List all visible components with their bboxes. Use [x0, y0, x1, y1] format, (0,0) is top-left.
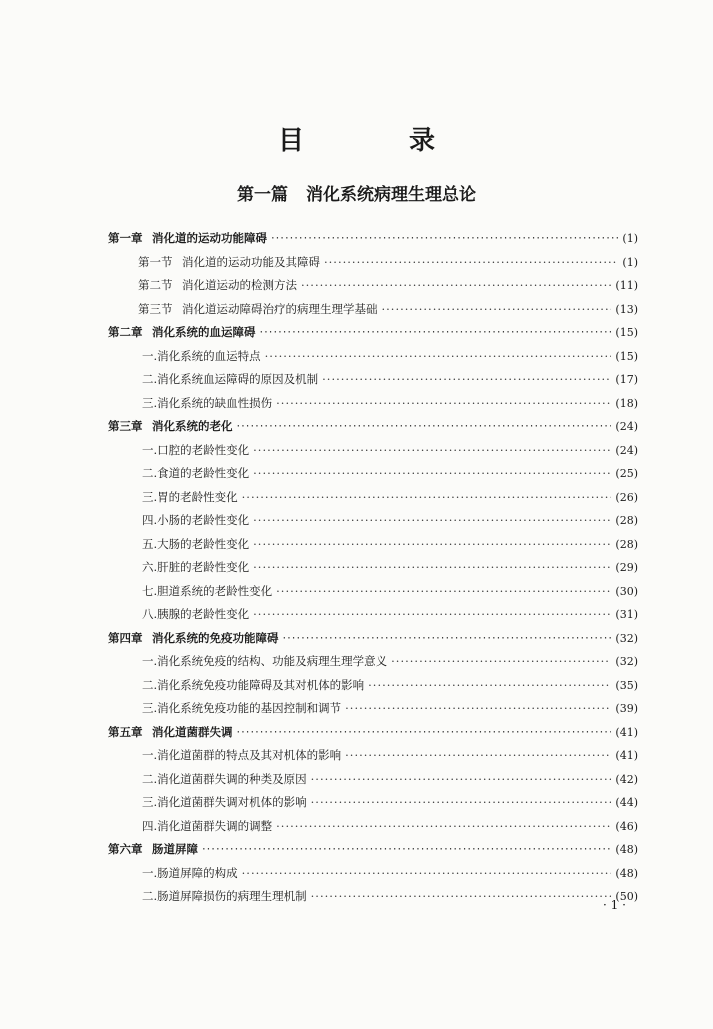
dot-leader	[242, 490, 612, 504]
toc-entry-title: 二.消化系统免疫功能障碍及其对机体的影响	[142, 677, 365, 692]
toc-page-number: (15)	[615, 349, 638, 363]
toc-entry-title: 消化系统的免疫功能障碍	[152, 630, 279, 645]
toc-page-number: (39)	[615, 702, 638, 715]
toc-entry-number: 第三章	[108, 419, 143, 433]
toc-entry-title: 四.小肠的老龄性变化	[142, 513, 250, 527]
toc-page-number: (32)	[615, 655, 638, 668]
toc-entry-row	[108, 747, 638, 771]
toc-entry-row	[108, 277, 638, 301]
toc-entry-row	[108, 442, 638, 466]
toc-page-number: (48)	[615, 843, 638, 856]
toc-entry-row	[108, 700, 638, 724]
toc-page-number: (26)	[615, 490, 638, 504]
toc-page-number: (15)	[615, 326, 638, 339]
toc-entry-row	[108, 254, 638, 278]
toc-chapter-row	[108, 230, 638, 254]
toc-entry-title: 消化道运动障碍治疗的病理生理学基础	[182, 301, 378, 316]
toc-entry-title: 消化系统的老化	[152, 419, 233, 433]
toc-entry-number: 第一节	[138, 254, 173, 269]
part-label: 第一篇	[237, 185, 288, 205]
toc-entry-row	[108, 865, 638, 889]
dot-leader	[276, 584, 611, 598]
toc-page-number: (42)	[615, 772, 638, 786]
dot-leader	[322, 372, 611, 386]
toc-chapter-row	[108, 418, 638, 442]
toc-entry-title: 一.消化道菌群的特点及其对机体的影响	[142, 748, 342, 762]
toc-entry-row	[108, 818, 638, 842]
toc-entry-number: 第五章	[108, 724, 143, 739]
dot-leader	[253, 466, 611, 480]
toc-page-number: (41)	[615, 725, 638, 739]
toc-entry-row	[108, 536, 638, 560]
dot-leader	[345, 748, 611, 762]
toc-entry-title: 四.消化道菌群失调的调整	[142, 818, 273, 833]
toc-entry-number: 第四章	[108, 630, 143, 645]
toc-entry-title: 消化道运动的检测方法	[182, 278, 297, 292]
toc-entry-row	[108, 888, 638, 912]
toc-page-number: (32)	[615, 631, 638, 645]
part-name: 消化系统病理生理总论	[306, 185, 476, 205]
toc-page-number: (48)	[615, 866, 638, 880]
toc-entry-title: 二.消化道菌群失调的种类及原因	[142, 771, 307, 786]
toc-entry-row	[108, 489, 638, 513]
dot-leader	[202, 842, 611, 856]
dot-leader	[391, 654, 611, 668]
dot-leader	[253, 537, 611, 551]
toc-page-number: (28)	[615, 514, 638, 527]
toc-entry-title: 肠道屏障	[152, 842, 198, 856]
toc-entry-title: 消化道的运动功能障碍	[152, 231, 267, 245]
toc-entry-row	[108, 465, 638, 489]
dot-leader	[237, 419, 612, 433]
toc-entry-title: 二.肠道屏障损伤的病理生理机制	[142, 889, 307, 903]
toc-entry-title: 八.胰腺的老龄性变化	[142, 607, 250, 621]
dot-leader	[260, 325, 612, 339]
toc-entry-row	[108, 348, 638, 372]
page-title: 目 录	[277, 126, 484, 156]
toc-entry-title: 二.食道的老龄性变化	[142, 466, 250, 480]
toc-entry-title: 三.胃的老龄性变化	[142, 489, 238, 504]
dot-leader	[311, 889, 612, 903]
toc-entry-title: 二.消化系统血运障碍的原因及机制	[142, 372, 319, 386]
toc-entry-number: 第二节	[138, 278, 173, 292]
dot-leader	[265, 349, 612, 363]
toc-page-number: (41)	[615, 749, 638, 762]
toc-entry-title: 一.口腔的老龄性变化	[142, 442, 250, 457]
toc-entry-row	[108, 794, 638, 818]
dot-leader	[276, 819, 611, 833]
toc-page-number: (24)	[615, 420, 638, 433]
part-heading	[0, 180, 713, 205]
toc-entry-number: 第二章	[108, 325, 143, 339]
dot-leader	[382, 302, 612, 316]
dot-leader	[253, 560, 611, 574]
toc-entry-row	[108, 395, 638, 419]
toc-entry-number: 第一章	[108, 231, 143, 245]
dot-leader	[368, 678, 611, 692]
toc-entry-title: 消化道的运动功能及其障碍	[182, 254, 320, 269]
toc-page-number: (35)	[615, 678, 638, 692]
table-of-contents	[108, 230, 638, 912]
toc-entry-title: 三.消化道菌群失调对机体的影响	[142, 795, 307, 809]
toc-chapter-row	[108, 841, 638, 865]
toc-entry-title: 消化系统的血运障碍	[152, 325, 256, 339]
dot-leader	[253, 513, 611, 527]
dot-leader	[283, 631, 612, 645]
toc-page-number: (28)	[615, 537, 638, 551]
toc-page-number: (46)	[615, 819, 638, 833]
toc-entry-title: 一.消化系统免疫的结构、功能及病理生理学意义	[142, 654, 388, 668]
toc-entry-title: 三.消化系统的缺血性损伤	[142, 395, 273, 410]
dot-leader	[253, 443, 611, 457]
page-number: · 1 ·	[603, 898, 626, 912]
toc-page-number: (24)	[615, 443, 638, 457]
toc-page-number: (44)	[615, 796, 638, 809]
toc-entry-title: 一.肠道屏障的构成	[142, 865, 238, 880]
dot-leader	[301, 278, 611, 292]
toc-chapter-row	[108, 324, 638, 348]
toc-entry-row	[108, 512, 638, 536]
toc-page-number: (1)	[622, 255, 638, 269]
toc-entry-number: 第六章	[108, 842, 143, 856]
toc-chapter-row	[108, 724, 638, 748]
toc-page-number: (18)	[615, 396, 638, 410]
toc-page-number: (29)	[615, 561, 638, 574]
dot-leader	[271, 231, 618, 245]
toc-entry-row	[108, 771, 638, 795]
toc-entry-row	[108, 677, 638, 701]
dot-leader	[324, 255, 618, 269]
toc-entry-row	[108, 559, 638, 583]
toc-entry-row	[108, 371, 638, 395]
toc-entry-row	[108, 583, 638, 607]
dot-leader	[345, 701, 611, 715]
toc-entry-row	[108, 606, 638, 630]
toc-page-number: (31)	[615, 608, 638, 621]
toc-page-number: (13)	[615, 302, 638, 316]
dot-leader	[242, 866, 612, 880]
toc-entry-title: 三.消化系统免疫功能的基因控制和调节	[142, 701, 342, 715]
toc-entry-title: 五.大肠的老龄性变化	[142, 536, 250, 551]
toc-entry-title: 七.胆道系统的老龄性变化	[142, 583, 273, 598]
dot-leader	[253, 607, 611, 621]
dot-leader	[311, 795, 612, 809]
toc-entry-row	[108, 653, 638, 677]
dot-leader	[311, 772, 612, 786]
toc-page-number: (30)	[615, 584, 638, 598]
toc-entry-title: 一.消化系统的血运特点	[142, 348, 261, 363]
dot-leader	[276, 396, 611, 410]
toc-page-number: (1)	[622, 232, 638, 245]
toc-chapter-row	[108, 630, 638, 654]
toc-entry-title: 六.肝脏的老龄性变化	[142, 560, 250, 574]
dot-leader	[237, 725, 612, 739]
toc-entry-number: 第三节	[138, 301, 173, 316]
toc-page-number: (11)	[615, 279, 638, 292]
toc-page-number: (25)	[615, 467, 638, 480]
toc-page-number: (17)	[615, 373, 638, 386]
toc-page-number: (50)	[615, 890, 638, 903]
toc-entry-row	[108, 301, 638, 325]
toc-entry-title: 消化道菌群失调	[152, 724, 233, 739]
